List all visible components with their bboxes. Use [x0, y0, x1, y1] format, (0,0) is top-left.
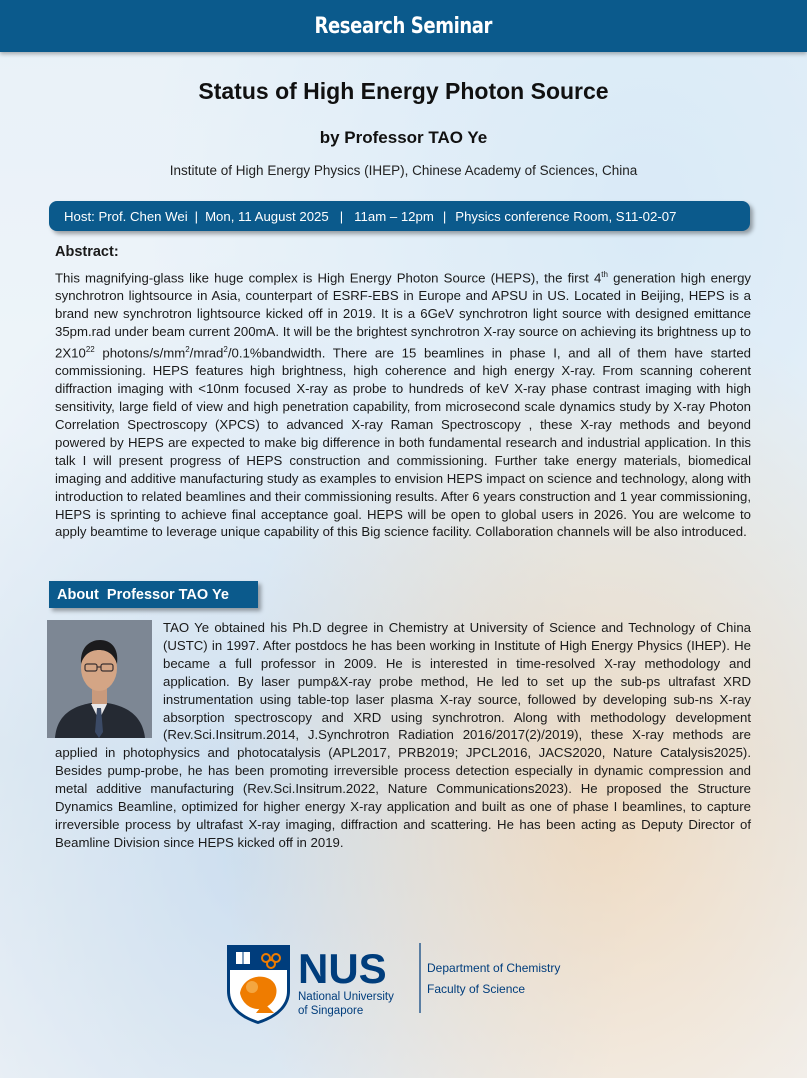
nus-wordmark: NUS	[298, 945, 387, 992]
separator: |	[194, 208, 199, 224]
superscript: 22	[85, 345, 95, 355]
abstract-segment: photons/s/mm	[94, 345, 186, 361]
nus-sub2: of Singapore	[298, 1005, 364, 1017]
separator: |	[442, 208, 447, 224]
header-banner	[0, 0, 807, 52]
nus-sub1: National University	[298, 991, 394, 1003]
abstract-segment: generation high energy synchrotron lightsource in Asia, counterpart of ESRF-EBS in Europe and APSU in US. Located in Beijing, HEPS is a brand new synchrotron lightsource kicked off in 2019. It is a 6GeV synchrotron light source with designed emittance 35pm.rad under beam current 200mA. It will be the brightest synchrotron X-ray source on achieving its brightness up to 2X10	[55, 270, 751, 361]
nus-logo	[226, 943, 586, 1025]
bio-text: TAO Ye obtained his Ph.D degree in Chemistry at University of Science and Technology of China (USTC) in 1997. After postdocs he has been working in Institute of High Energy Physics (IHEP). He became a full professor in 2009. He is interested in time-resolved X-ray methodology and application. By laser pump&X-ray probe method, He led to set up the sub-ps ultrafast XRD instrumentation using table-top laser plasma X-ray source, followed by developing sub-ns X-ray absorption spectroscopy and XRD using synchrotron. Along with methodology development (Rev.Sci.Insitrum.2014, J.Synchrotron Radiation 2016/2017(2)/2019), these X-ray methods are applied in photophysics and photocatalysis (APL2017, PRB2019; JPCL2016, JACS2020, Nature Catalysis2025). Besides pump-probe, he has been promoting irreversible process detection especially in dynamic compression and metal additive manufacturing (Rev.Sci.Insitrum.2022, Nature Communications2023). He proposed the Structure Dynamics Beamline, optimized for higher energy X-ray application and built as one of phase I beamlines, to capture irreversible process by ultrafast X-ray imaging, diffraction and scattering. He has been acting as Deputy Director of Beamline Division since HEPS kicked off in 2019.	[55, 620, 751, 850]
abstract-segment: This magnifying-glass like huge complex is High Energy Photon Source (HEPS), the first 4	[55, 270, 602, 286]
department-name: Department of Chemistry	[427, 961, 561, 975]
nus-crest-icon	[226, 943, 586, 1025]
abstract-segment: /mrad	[189, 345, 224, 361]
superscript: 2	[223, 345, 228, 355]
superscript: 2	[185, 345, 190, 355]
seminar-title: Status of High Energy Photon Source	[198, 78, 609, 104]
date-text: Mon, 11 August 2025	[205, 208, 329, 224]
speaker-bio	[55, 619, 751, 852]
separator: |	[339, 208, 344, 224]
venue-text: Physics conference Room, S11-02-07	[455, 208, 677, 224]
banner-title: Research Seminar	[314, 13, 493, 39]
superscript: th	[601, 270, 608, 279]
about-heading: About Professor TAO Ye	[57, 586, 229, 603]
event-info-bar	[49, 201, 750, 231]
speaker-affiliation: Institute of High Energy Physics (IHEP), Chinese Academy of Sciences, China	[169, 163, 638, 178]
abstract-heading: Abstract:	[55, 244, 119, 260]
abstract-segment: /0.1%bandwidth. There are 15 beamlines in phase I, and all of them have started commissioning. HEPS features high brightness, high coherence and high energy X-ray. From scanning coherent diffraction imaging with <10nm focused X-ray as probe to hundreds of keV X-ray phase contrast imaging with high sensitivity, large field of view and high penetration capability, from microsecond scale dynamics study by X-ray Photon Correlation Spectroscopy (XPCS) to advanced X-ray Raman Spectroscopy , these X-ray methods and beyond powered by HEPS are expected to make big difference in both fundamental research and industrial application. In this talk I will present progress of HEPS construction and commissioning. Further take energy materials, biomedical imaging and additive manufacturing study as examples to envision HEPS impact on science and technology, along with introduction to related beamlines and their commissioning results. After 6 years construction and 1 year commissioning, HEPS is sprinting to achieve final acceptance goal. HEPS will be open to global users in 2026. You are welcome to apply beamtime to leverage unique capability of this Big science facility. Collaboration channels will be also introduced.	[55, 345, 751, 540]
speaker-line: by Professor TAO Ye	[319, 128, 488, 147]
faculty-name: Faculty of Science	[427, 982, 526, 996]
host-text: Host: Prof. Chen Wei	[64, 208, 188, 224]
abstract-text	[55, 266, 751, 541]
about-heading-bar	[49, 581, 258, 608]
time-text: 11am – 12pm	[354, 208, 434, 224]
